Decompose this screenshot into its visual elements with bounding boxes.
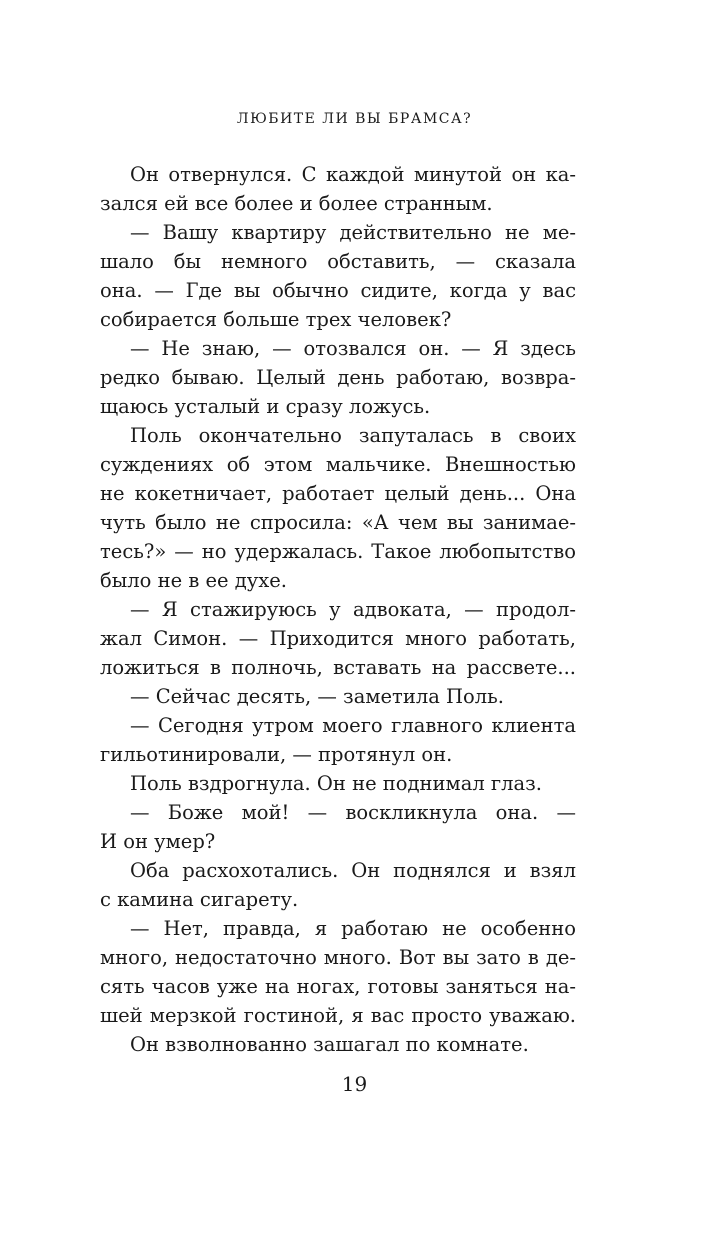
text-line: Поль вздрогнула. Он не поднимал глаз. bbox=[130, 772, 542, 795]
text-line: — Не знаю, — отозвался он. — Я здесь bbox=[130, 337, 576, 360]
text-line: — Сейчас десять, — заметила Поль. bbox=[130, 685, 504, 708]
text-line: Он взволнованно зашагал по комнате. bbox=[130, 1033, 529, 1056]
text-line: — Нет, правда, я работаю не особенно bbox=[130, 917, 576, 940]
text-line: — Боже мой! — воскликнула она. — bbox=[130, 801, 576, 824]
text-line: суждениях об этом мальчике. Внешностью bbox=[100, 453, 576, 476]
text-line: — Сегодня утром моего главного клиента bbox=[130, 714, 576, 737]
text-line: Поль окончательно запуталась в своих bbox=[130, 424, 576, 447]
text-line: шей мерзкой гостиной, я вас просто уважаю. bbox=[100, 1004, 576, 1027]
text-line: с камина сигарету. bbox=[100, 888, 299, 911]
text-line: гильотинировали, — протянул он. bbox=[100, 743, 453, 766]
text-line: тесь?» — но удержалась. Такое любопытство bbox=[100, 540, 576, 563]
text-line: жал Симон. — Приходится много работать, bbox=[100, 627, 576, 650]
text-line: собирается больше трех человек? bbox=[100, 308, 452, 331]
text-line: не кокетничает, работает целый день... Она bbox=[100, 482, 576, 505]
text-line: было не в ее духе. bbox=[100, 569, 287, 592]
page-number: 19 bbox=[341, 1072, 368, 1096]
text-line: — Вашу квартиру действительно не ме- bbox=[130, 221, 576, 244]
text-line: зался ей все более и более странным. bbox=[100, 192, 493, 215]
text-line: шало бы немного обставить, — сказала bbox=[100, 250, 576, 273]
text-line: ложиться в полночь, вставать на рассвете... bbox=[100, 656, 576, 679]
text-line: Он отвернулся. С каждой минутой он ка- bbox=[130, 163, 576, 186]
text-line: щаюсь усталый и сразу ложусь. bbox=[100, 395, 431, 418]
text-line: она. — Где вы обычно сидите, когда у вас bbox=[100, 279, 576, 302]
text-line: редко бываю. Целый день работаю, возвра- bbox=[100, 366, 576, 389]
text-line: чуть было не спросила: «А чем вы занимае- bbox=[100, 511, 576, 534]
body-text bbox=[100, 160, 576, 1059]
text-line: И он умер? bbox=[100, 830, 216, 853]
text-line: — Я стажируюсь у адвоката, — продол- bbox=[130, 598, 576, 621]
text-line: много, недостаточно много. Вот вы зато в де- bbox=[100, 946, 576, 969]
running-title: ЛЮБИТЕ ЛИ ВЫ БРАМСА? bbox=[236, 111, 473, 127]
text-line: Оба расхохотались. Он поднялся и взял bbox=[130, 859, 576, 882]
text-line: сять часов уже на ногах, готовы заняться на- bbox=[100, 975, 576, 998]
